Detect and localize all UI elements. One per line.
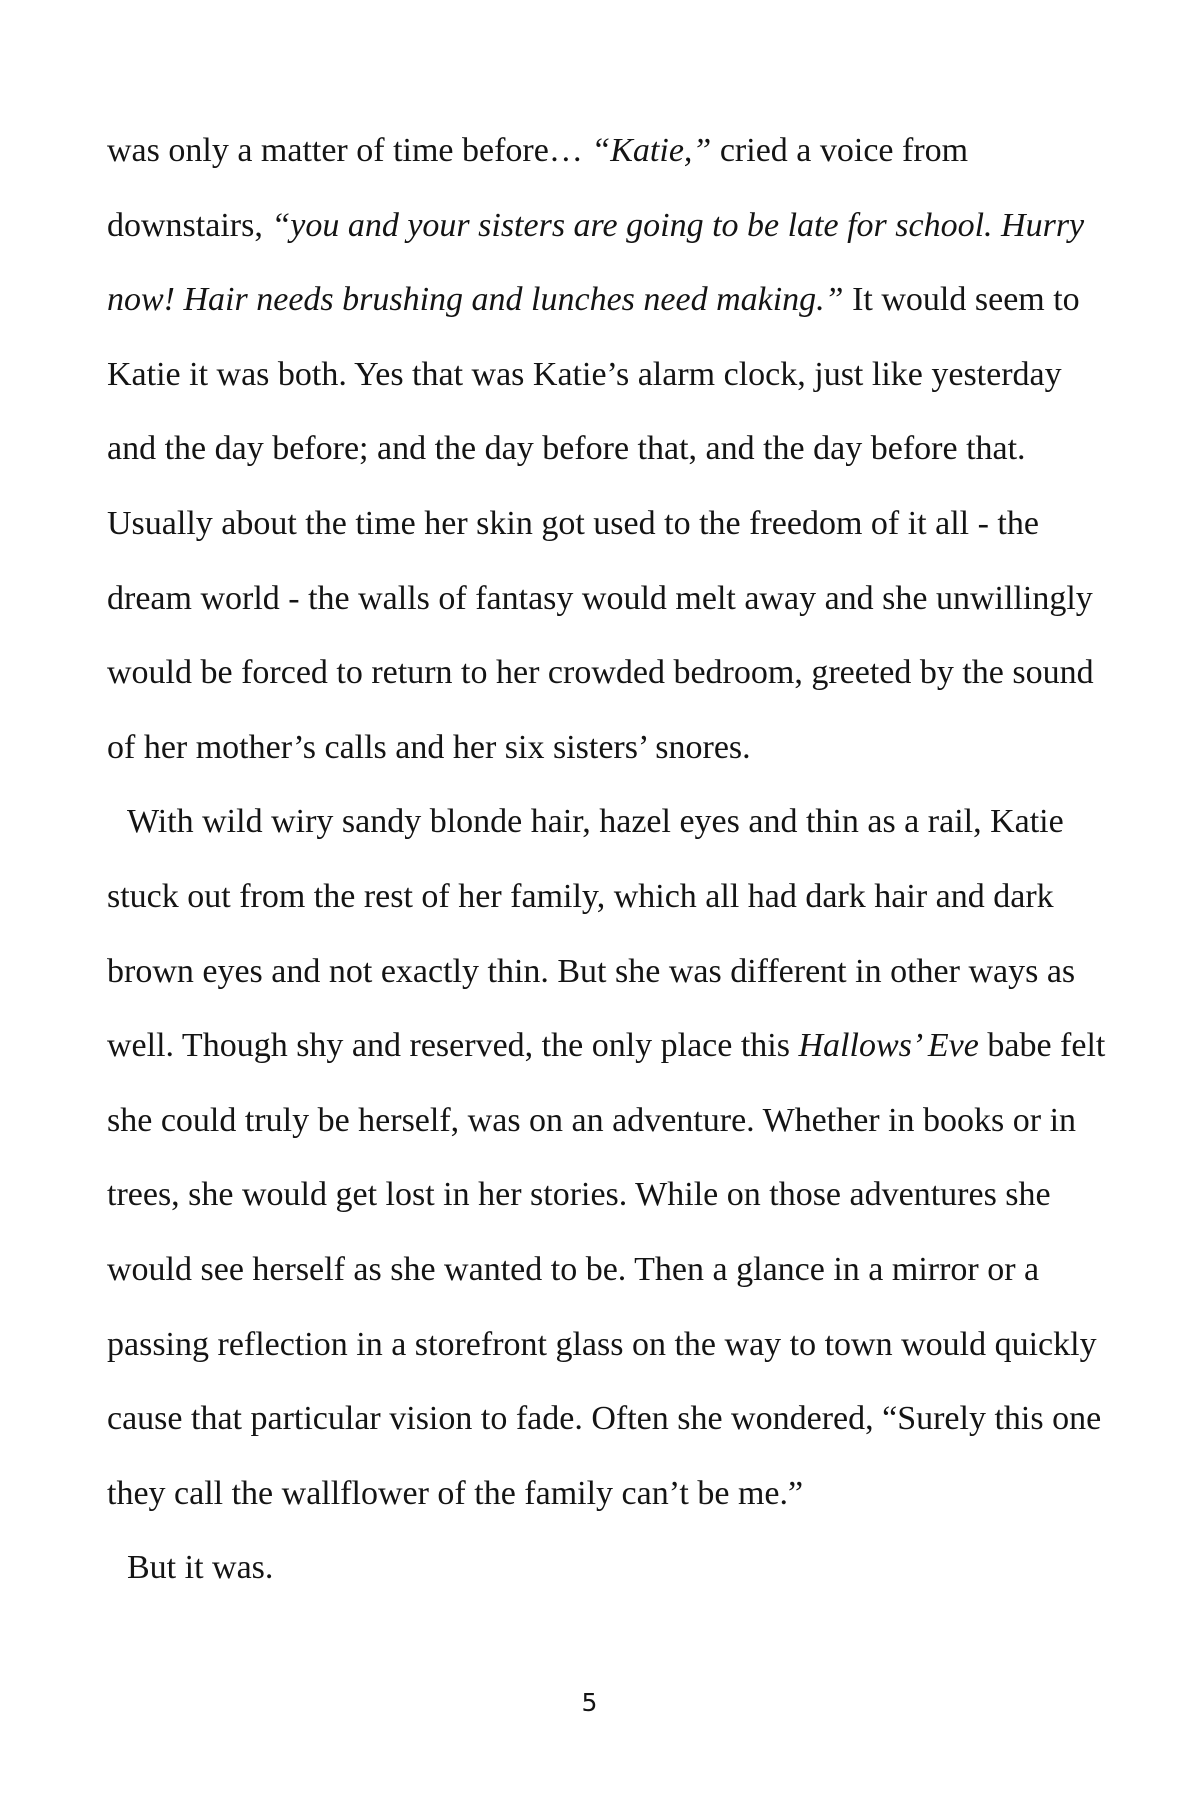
text-line: downstairs, “you and your sisters are going to be late for school. Hurry xyxy=(107,206,1085,244)
text-line: they call the wallflower of the family can’t be me.” xyxy=(107,1474,804,1512)
text-line: would be forced to return to her crowded bedroom, greeted by the sound xyxy=(107,654,1094,692)
text-line: and the day before; and the day before that, and the day before that. xyxy=(107,430,1026,468)
text-line: Usually about the time her skin got used to the freedom of it all - the xyxy=(107,504,1039,542)
text-line: was only a matter of time before… “Katie,” cried a voice from xyxy=(107,132,969,169)
text-line-paragraph-start: With wild wiry sandy blonde hair, hazel eyes and thin as a rail, Katie xyxy=(127,803,1064,841)
text-line: would see herself as she wanted to be. Then a glance in a mirror or a xyxy=(107,1250,1040,1288)
text-line-paragraph-start: But it was. xyxy=(127,1549,274,1587)
text-line: stuck out from the rest of her family, which all had dark hair and dark xyxy=(107,877,1054,915)
text-line: Katie it was both. Yes that was Katie’s alarm clock, just like yesterday xyxy=(107,355,1062,393)
text-line: passing reflection in a storefront glass on the way to town would quickly xyxy=(107,1325,1097,1363)
text-line: she could truly be herself, was on an adventure. Whether in books or in xyxy=(107,1101,1077,1139)
text-line: brown eyes and not exactly thin. But she was different in other ways as xyxy=(107,952,1076,990)
italic-title: Hallows’ Eve xyxy=(798,1027,979,1065)
italic-dialogue: now! Hair needs brushing and lunches need making.” xyxy=(107,281,844,319)
page-number: 5 xyxy=(581,1688,598,1717)
text-line: now! Hair needs brushing and lunches need making.” It would seem to xyxy=(107,281,1080,319)
text-line: well. Though shy and reserved, the only place this Hallows’ Eve babe felt xyxy=(107,1027,1106,1065)
italic-dialogue: “you and your sisters are going to be late for school. Hurry xyxy=(271,206,1085,244)
text-line: of her mother’s calls and her six sisters’ snores. xyxy=(107,728,751,766)
italic-dialogue: “Katie,” xyxy=(591,132,712,169)
text-line: cause that particular vision to fade. Often she wondered, “Surely this one xyxy=(107,1400,1102,1438)
body-text xyxy=(107,128,1107,1620)
text-line: trees, she would get lost in her stories. While on those adventures she xyxy=(107,1176,1051,1214)
text-line: dream world - the walls of fantasy would melt away and she unwillingly xyxy=(107,579,1093,617)
